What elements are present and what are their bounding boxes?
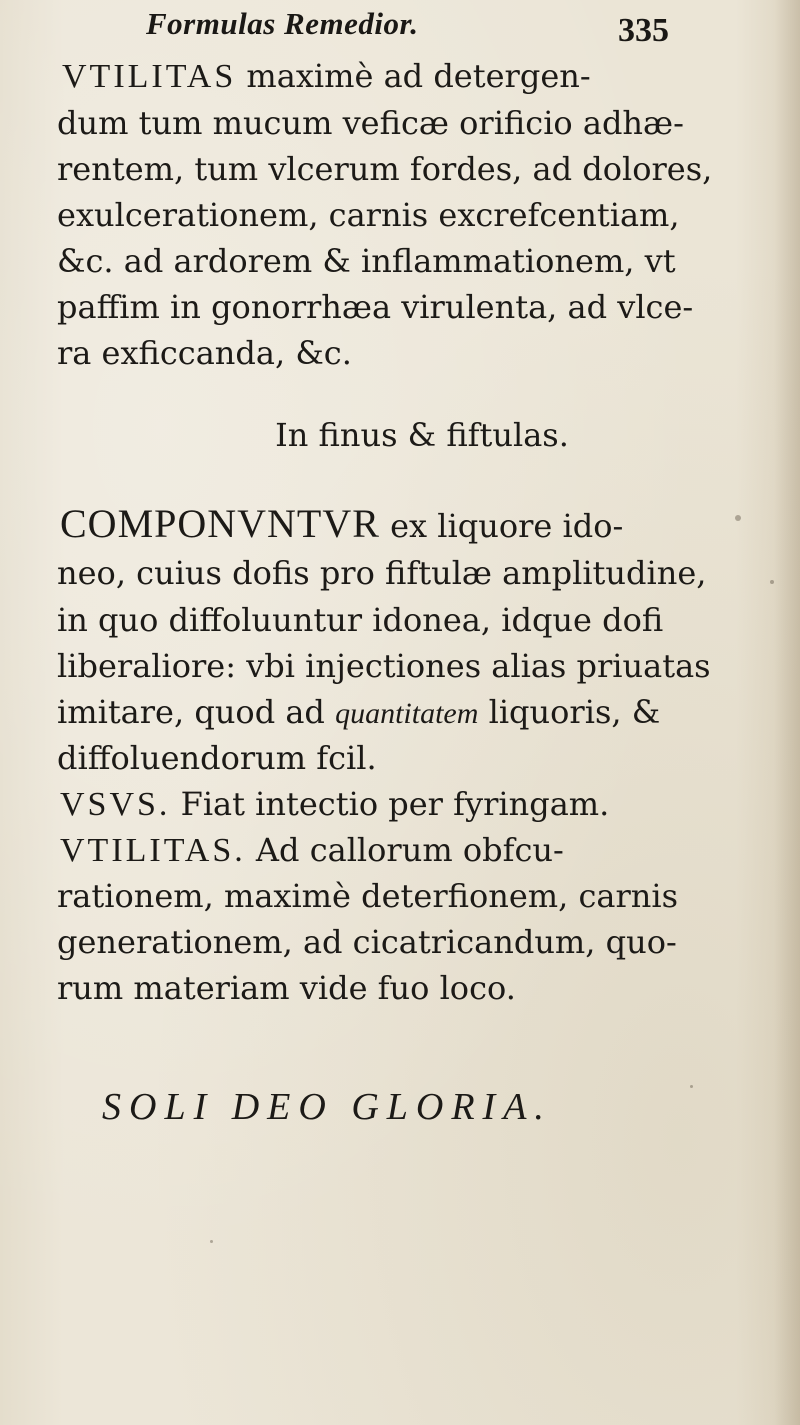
paragraph-2-line-6: diffoluendorum fcil. [57, 739, 377, 777]
utilitas-2-line-1 [60, 830, 564, 871]
usus-label: VSVS. [60, 786, 171, 823]
utilitas-2-line-4: rum materiam vide fuo loco. [57, 969, 516, 1007]
paragraph-1-line-3: rentem, tum vlcerum fordes, ad dolores, [57, 150, 713, 188]
paragraph-1-line-2: dum tum mucum veficæ orificio adhæ- [57, 104, 684, 142]
running-head: Formulas Remedior. [146, 6, 419, 41]
paragraph-2-line-1-text: ex liquore ido- [390, 507, 624, 545]
paragraph-1-line-1-text: maximè ad detergen- [246, 57, 591, 95]
section-heading: In finus & fiftulas. [275, 416, 569, 454]
paper-speck [770, 580, 774, 584]
utilitas-2-line-2: rationem, maximè deterfionem, carnis [57, 877, 679, 915]
paragraph-2-line-5 [57, 692, 660, 734]
paragraph-1-line-4: exulcerationem, carnis excrefcentiam, [57, 196, 680, 234]
paragraph-2-line-3: in quo diffoluuntur idonea, idque dofi [57, 601, 664, 639]
paper-speck [690, 1085, 693, 1088]
usus-text: Fiat intectio per fyringam. [180, 785, 610, 823]
utilitas-label: VTILITAS [62, 58, 237, 95]
usus-line [60, 784, 609, 825]
paragraph-1-line-1 [62, 56, 591, 97]
paragraph-2-line-4: liberaliore: vbi injectiones alias priuatas [57, 647, 711, 685]
paragraph-1-line-7: ra exficcanda, &c. [57, 334, 352, 372]
paragraph-1-line-6: paffim in gonorrhæa virulenta, ad vlce- [57, 288, 694, 326]
paragraph-2-line-5-start: imitare, quod ad [57, 693, 325, 731]
utilitas-2-label: VTILITAS. [60, 832, 246, 869]
utilitas-2-line-3: generationem, ad cicatricandum, quo- [57, 923, 677, 961]
paper-speck [735, 515, 741, 521]
page-number: 335 [618, 12, 669, 49]
componuntur-label: COMPONVNTVR [60, 501, 380, 546]
closing-line: SOLI DEO GLORIA. [102, 1086, 552, 1128]
page-edge-shadow [774, 0, 800, 1425]
paragraph-2-line-1 [60, 501, 624, 546]
italic-word: quantitatem [335, 697, 479, 730]
paragraph-1-line-5: &c. ad ardorem & inflammationem, vt [57, 242, 676, 280]
paragraph-2-line-2: neo, cuius dofis pro fiftulæ amplitudine, [57, 554, 707, 592]
utilitas-2-line-1-text: Ad callorum obfcu- [255, 831, 564, 869]
paper-speck [210, 1240, 213, 1243]
paragraph-2-line-5-end: liquoris, & [488, 693, 661, 731]
